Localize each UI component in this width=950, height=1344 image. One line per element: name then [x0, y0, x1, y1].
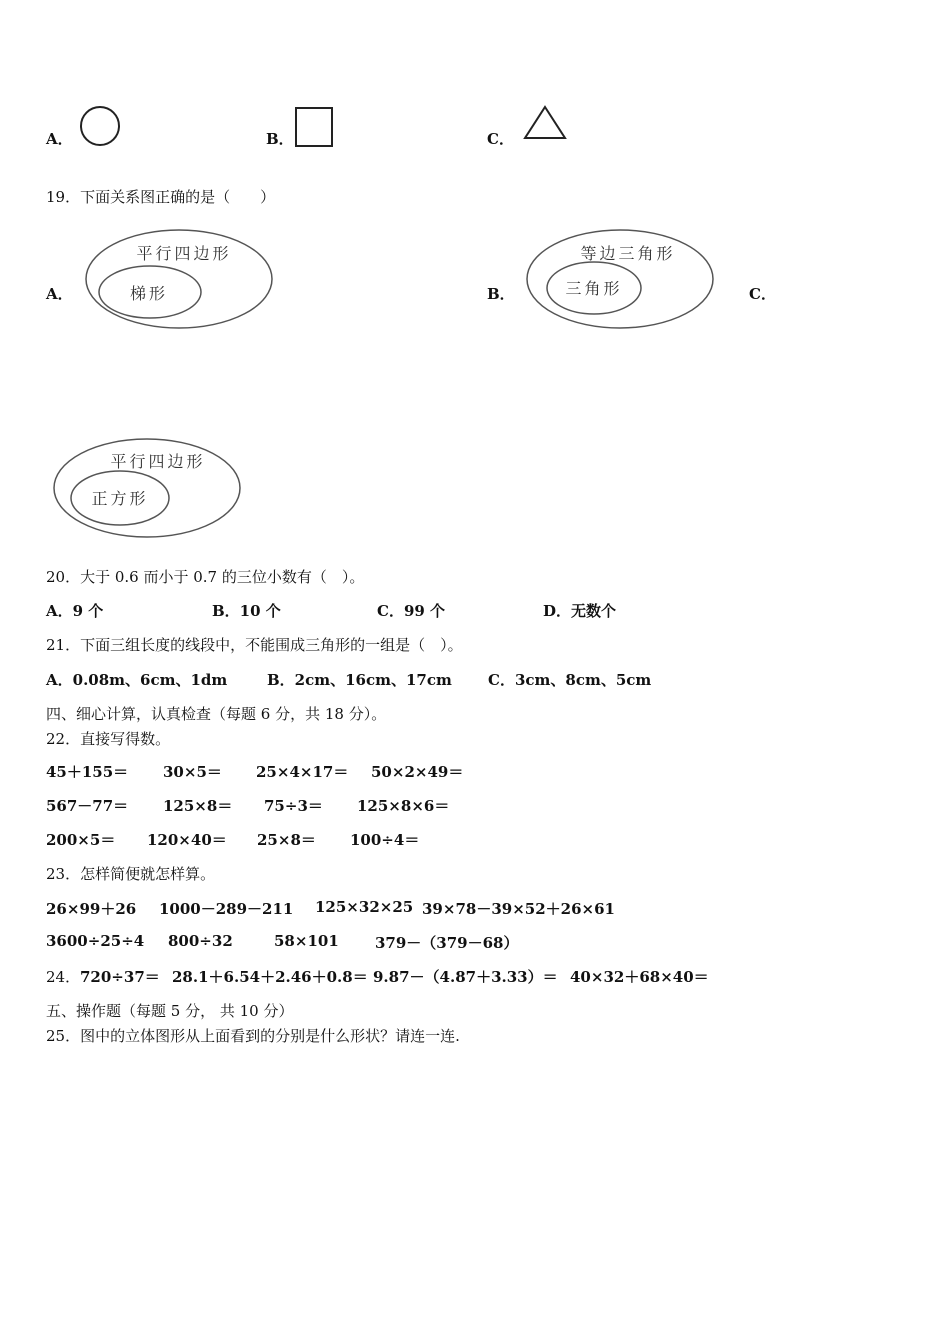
- q19-question: 19．下面关系图正确的是（ ）: [46, 188, 276, 206]
- q18-option-a-label: A．: [46, 130, 73, 148]
- diagram-a-inner-label: 梯形: [129, 284, 169, 303]
- q22-item: 125×8＝: [163, 797, 233, 815]
- q23-item: 379－（379－68）: [375, 934, 519, 952]
- triangle-icon: [522, 104, 568, 142]
- q23-question: 23．怎样简便就怎样算。: [46, 865, 216, 883]
- q19-option-c-label: C．: [749, 285, 776, 303]
- q24-label: 24．: [46, 968, 81, 986]
- q23-item: 3600÷25÷4: [46, 932, 145, 950]
- q19-option-a-label: A．: [46, 285, 73, 303]
- q22-item: 100÷4＝: [350, 831, 420, 849]
- diagram-b-outer-label: 等边三角形: [580, 244, 676, 263]
- q24-item: 40×32＋68×40＝: [570, 968, 709, 986]
- q18-option-c-label: C．: [487, 130, 514, 148]
- q21-question: 21．下面三组长度的线段中，不能围成三角形的一组是（ ）。: [46, 636, 463, 654]
- q21-option-b: B．2cm、16cm、17cm: [267, 671, 452, 689]
- q25-question: 25．图中的立体图形从上面看到的分别是什么形状？请连一连.: [46, 1027, 460, 1045]
- q20-option-b: B．10 个: [212, 602, 281, 620]
- section5-title: 五、操作题（每题 5 分， 共 10 分）: [46, 1002, 294, 1020]
- q20-question: 20．大于 0.6 而小于 0.7 的三位小数有（ ）。: [46, 568, 365, 586]
- diagram-b-inner-label: 三角形: [565, 279, 623, 298]
- q22-item: 120×40＝: [147, 831, 227, 849]
- section4-title: 四、细心计算，认真检查（每题 6 分，共 18 分）。: [46, 705, 387, 723]
- q24-item: 720÷37＝: [80, 968, 160, 986]
- circle-icon: [78, 104, 122, 148]
- q22-item: 50×2×49＝: [371, 763, 464, 781]
- q22-item: 125×8×6＝: [357, 797, 450, 815]
- q23-item: 26×99＋26: [46, 900, 137, 918]
- diagram-a-outer-label: 平行四边形: [136, 244, 232, 263]
- q20-option-d: D．无数个: [543, 602, 617, 620]
- venn-diagram-c: [50, 434, 246, 542]
- q22-item: 200×5＝: [46, 831, 116, 849]
- diagram-c-outer-label: 平行四边形: [110, 452, 206, 471]
- q21-option-a: A．0.08m、6cm、1dm: [46, 671, 228, 689]
- q22-item: 30×5＝: [163, 763, 222, 781]
- venn-diagram-b: [522, 226, 718, 332]
- q22-item: 75÷3＝: [264, 797, 323, 815]
- q20-option-c: C．99 个: [377, 602, 446, 620]
- q24-item: 28.1＋6.54＋2.46＋0.8＝: [172, 968, 368, 986]
- q22-item: 25×8＝: [257, 831, 316, 849]
- q23-item: 1000－289－211: [159, 900, 294, 918]
- q22-item: 567－77＝: [46, 797, 129, 815]
- q23-item: 125×32×25: [315, 898, 414, 916]
- q22-item: 25×4×17＝: [256, 763, 349, 781]
- diagram-c-inner-label: 正方形: [91, 489, 149, 508]
- q24-item: 9.87－（4.87＋3.33）＝: [373, 968, 558, 986]
- q21-option-c: C．3cm、8cm、5cm: [488, 671, 652, 689]
- q22-item: 45＋155＝: [46, 763, 129, 781]
- q19-option-b-label: B．: [487, 285, 515, 303]
- q23-item: 800÷32: [168, 932, 233, 950]
- q23-item: 58×101: [274, 932, 339, 950]
- square-icon: [294, 106, 336, 150]
- q22-question: 22．直接写得数。: [46, 730, 171, 748]
- q20-option-a: A．9 个: [46, 602, 104, 620]
- q23-item: 39×78－39×52＋26×61: [422, 900, 615, 918]
- venn-diagram-a: [82, 226, 278, 332]
- q18-option-b-label: B．: [266, 130, 294, 148]
